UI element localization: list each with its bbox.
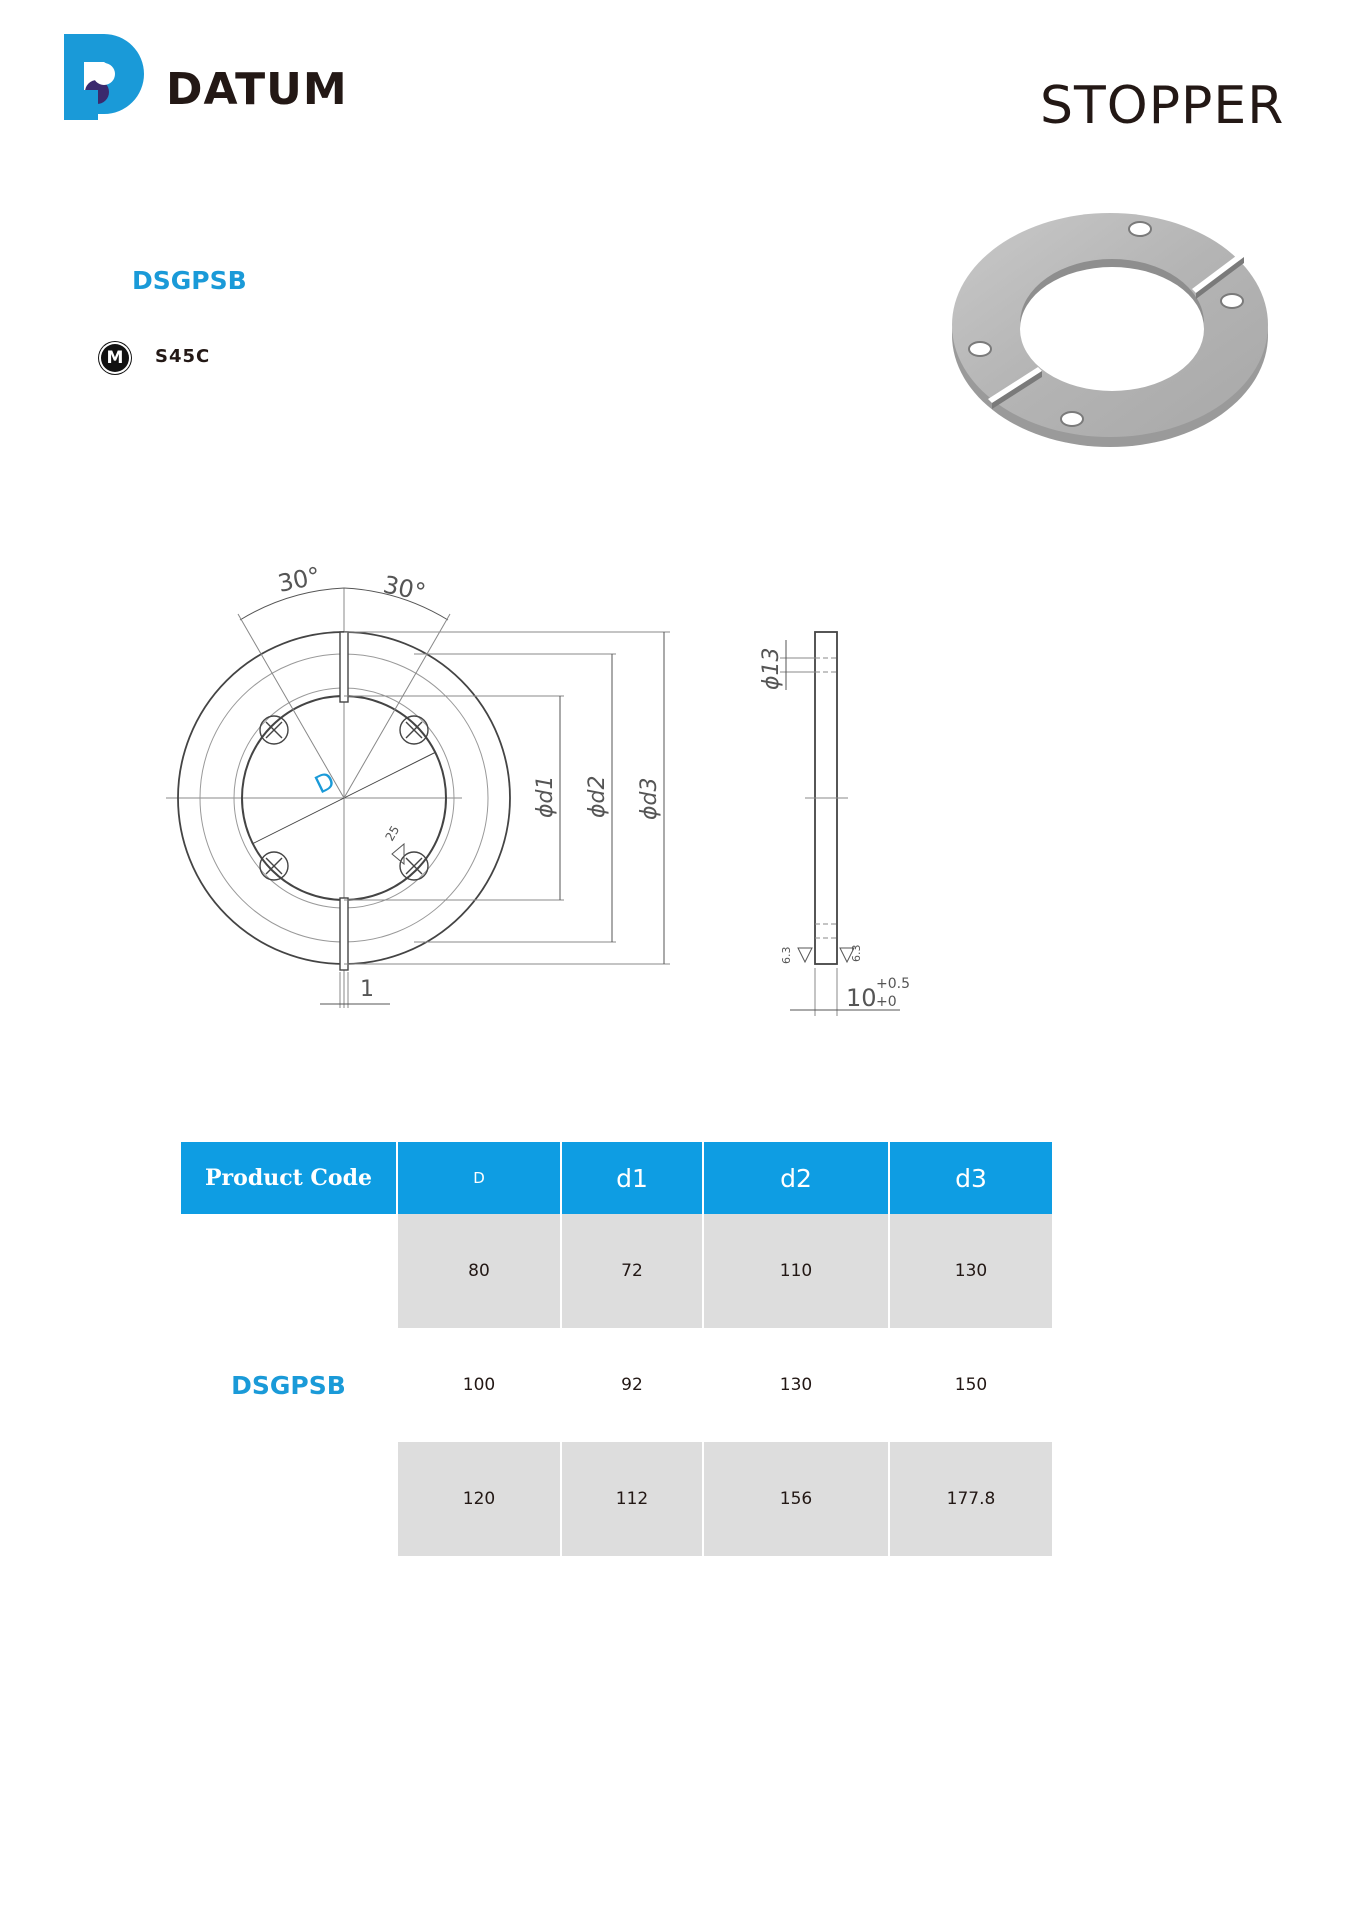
cell-d1: 112 bbox=[561, 1442, 703, 1556]
tolerance-upper-label: +0.5 bbox=[876, 976, 910, 992]
cell-d3: 177.8 bbox=[889, 1442, 1053, 1556]
header-d1: d1 bbox=[561, 1142, 703, 1214]
table-header-row bbox=[181, 1142, 1053, 1214]
dim-d3-label: ϕd3 bbox=[637, 777, 662, 820]
cell-D: 120 bbox=[397, 1442, 561, 1556]
slot-width-label: 1 bbox=[360, 977, 374, 1002]
spec-table bbox=[181, 1142, 1054, 1556]
dim-D-label: D bbox=[310, 766, 340, 800]
dim-d1-label: ϕd1 bbox=[533, 775, 558, 818]
datum-logo-icon bbox=[64, 34, 146, 120]
roughness-right-label: 6.3 bbox=[850, 944, 863, 962]
table-row bbox=[181, 1214, 1053, 1328]
cell-d1: 72 bbox=[561, 1214, 703, 1328]
technical-drawing bbox=[160, 548, 960, 1038]
cell-d3: 150 bbox=[889, 1328, 1053, 1442]
cell-D: 100 bbox=[397, 1328, 561, 1442]
cell-d3: 130 bbox=[889, 1214, 1053, 1328]
product-photo-illustration bbox=[940, 205, 1280, 465]
angle-right-label: 30° bbox=[380, 570, 429, 607]
cell-d1: 92 bbox=[561, 1328, 703, 1442]
material-badge: M bbox=[101, 344, 129, 372]
hole-dia-label: ϕ13 bbox=[759, 647, 784, 690]
dim-d2-label: ϕd2 bbox=[585, 775, 610, 818]
tolerance-lower-label: +0 bbox=[876, 994, 897, 1010]
cell-d2: 156 bbox=[703, 1442, 889, 1556]
product-code-cell: DSGPSB bbox=[181, 1214, 397, 1556]
header-D: D bbox=[397, 1142, 561, 1214]
material-value: S45C bbox=[155, 346, 211, 367]
roughness-left-label: 6.3 bbox=[780, 946, 793, 964]
cell-D: 80 bbox=[397, 1214, 561, 1328]
header-d3: d3 bbox=[889, 1142, 1053, 1214]
roughness-bore-label: 25 bbox=[382, 823, 403, 844]
thickness-label: 10 bbox=[846, 984, 877, 1012]
brand-name: DATUM bbox=[166, 64, 348, 115]
page-title: STOPPER bbox=[1040, 76, 1285, 136]
angle-left-label: 30° bbox=[275, 561, 323, 598]
series-code: DSGPSB bbox=[132, 266, 247, 295]
cell-d2: 110 bbox=[703, 1214, 889, 1328]
header-d2: d2 bbox=[703, 1142, 889, 1214]
cell-d2: 130 bbox=[703, 1328, 889, 1442]
header-product-code: Product Code bbox=[181, 1142, 397, 1214]
